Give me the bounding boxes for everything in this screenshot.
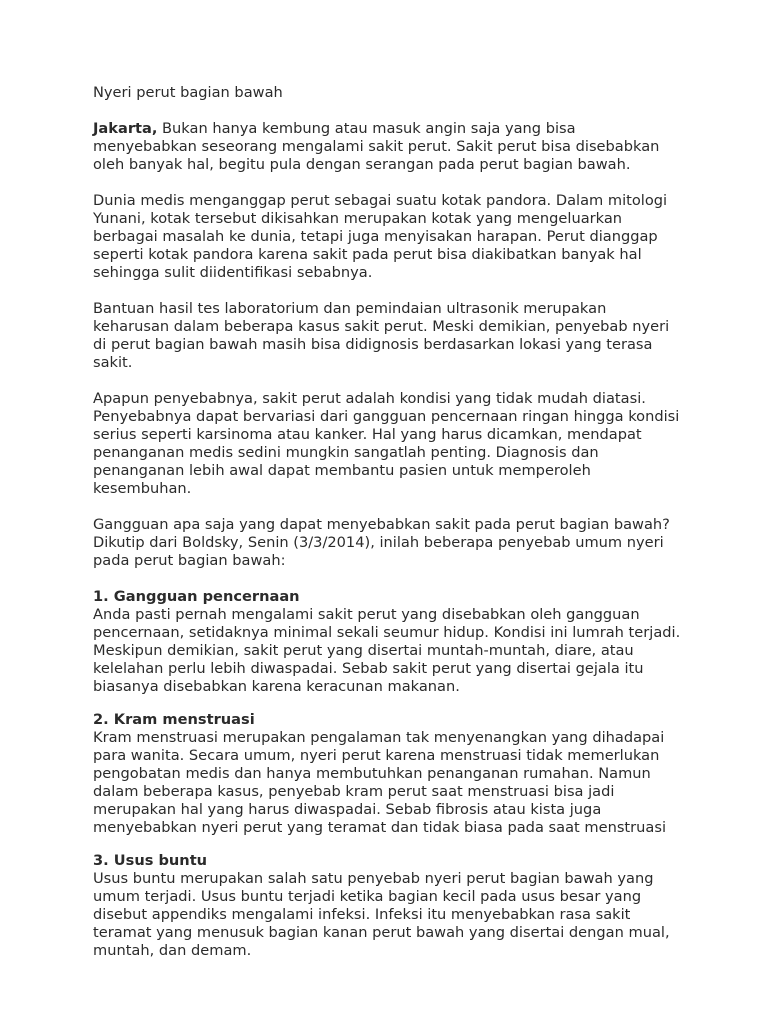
body-paragraph: Apapun penyebabnya, sakit perut adalah kondisi yang tidak mudah diatasi. Penyebabnya dapat bervariasi dari gangguan pencernaan ringan hingga kondisi serius seperti karsinoma atau kanker. Hal yang harus dicamkan, mendapat penanganan medis sedini mungkin sangatlah penting. Diagnosis dan penanganan lebih awal dapat membantu pasien untuk memperoleh kesembuhan. — [93, 390, 680, 497]
section-heading: 2. Kram menstruasi — [93, 711, 255, 728]
dateline: Jakarta, — [93, 120, 158, 137]
section-body: Anda pasti pernah mengalami sakit perut yang disebabkan oleh gangguan pencernaan, setidaknya minimal sekali seumur hidup. Kondisi ini lumrah terjadi. Meskipun demikian, sakit perut yang disertai muntah-muntah, diare, atau kelelahan perlu lebih diwaspadai. Sebab sakit perut yang disertai gejala itu biasanya disebabkan karena keracunan makanan. — [93, 606, 681, 695]
section-body: Usus buntu merupakan salah satu penyebab nyeri perut bagian bawah yang umum terjadi. Usus buntu terjadi ketika bagian kecil pada usus besar yang disebut appendiks mengalami infeksi. Infeksi itu menyebabkan rasa sakit teramat yang menusuk bagian kanan perut bawah yang disertai dengan mual, muntah, dan demam. — [93, 870, 670, 959]
body-paragraph: Dunia medis menganggap perut sebagai suatu kotak pandora. Dalam mitologi Yunani, kotak tersebut dikisahkan merupakan kotak yang mengeluarkan berbagai masalah ke dunia, tetapi juga menyisakan harapan. Perut dianggap seperti kotak pandora karena sakit pada perut bisa diakibatkan banyak hal sehingga sulit diidentifikasi sebabnya. — [93, 192, 668, 281]
section-usus-buntu — [93, 852, 683, 960]
section-heading: 3. Usus buntu — [93, 852, 208, 869]
intro-text: Bukan hanya kembung atau masuk angin saja yang bisa menyebabkan seseorang mengalami sakit perut. Sakit perut bisa disebabkan oleh banyak hal, begitu pula dengan serangan pada perut bagian bawah. — [93, 120, 660, 173]
section-gangguan-pencernaan — [93, 588, 683, 696]
section-kram-menstruasi — [93, 711, 683, 837]
section-heading: 1. Gangguan pencernaan — [93, 588, 300, 605]
intro-paragraph — [93, 120, 683, 174]
document-page — [93, 84, 683, 975]
body-paragraph: Bantuan hasil tes laboratorium dan pemindaian ultrasonik merupakan keharusan dalam beberapa kasus sakit perut. Meski demikian, penyebab nyeri di perut bagian bawah masih bisa didignosis berdasarkan lokasi yang terasa sakit. — [93, 300, 670, 371]
document-title: Nyeri perut bagian bawah — [93, 84, 283, 101]
body-paragraph: Gangguan apa saja yang dapat menyebabkan sakit pada perut bagian bawah? Dikutip dari Boldsky, Senin (3/3/2014), inilah beberapa penyebab umum nyeri pada perut bagian bawah: — [93, 516, 670, 569]
section-body: Kram menstruasi merupakan pengalaman tak menyenangkan yang dihadapai para wanita. Secara umum, nyeri perut karena menstruasi tidak memerlukan pengobatan medis dan hanya membutuhkan penanganan rumahan. Namun dalam beberapa kasus, penyebab kram perut saat menstruasi bisa jadi merupakan hal yang harus diwaspadai. Sebab fibrosis atau kista juga menyebabkan nyeri perut yang teramat dan tidak biasa pada saat menstruasi — [93, 729, 666, 836]
